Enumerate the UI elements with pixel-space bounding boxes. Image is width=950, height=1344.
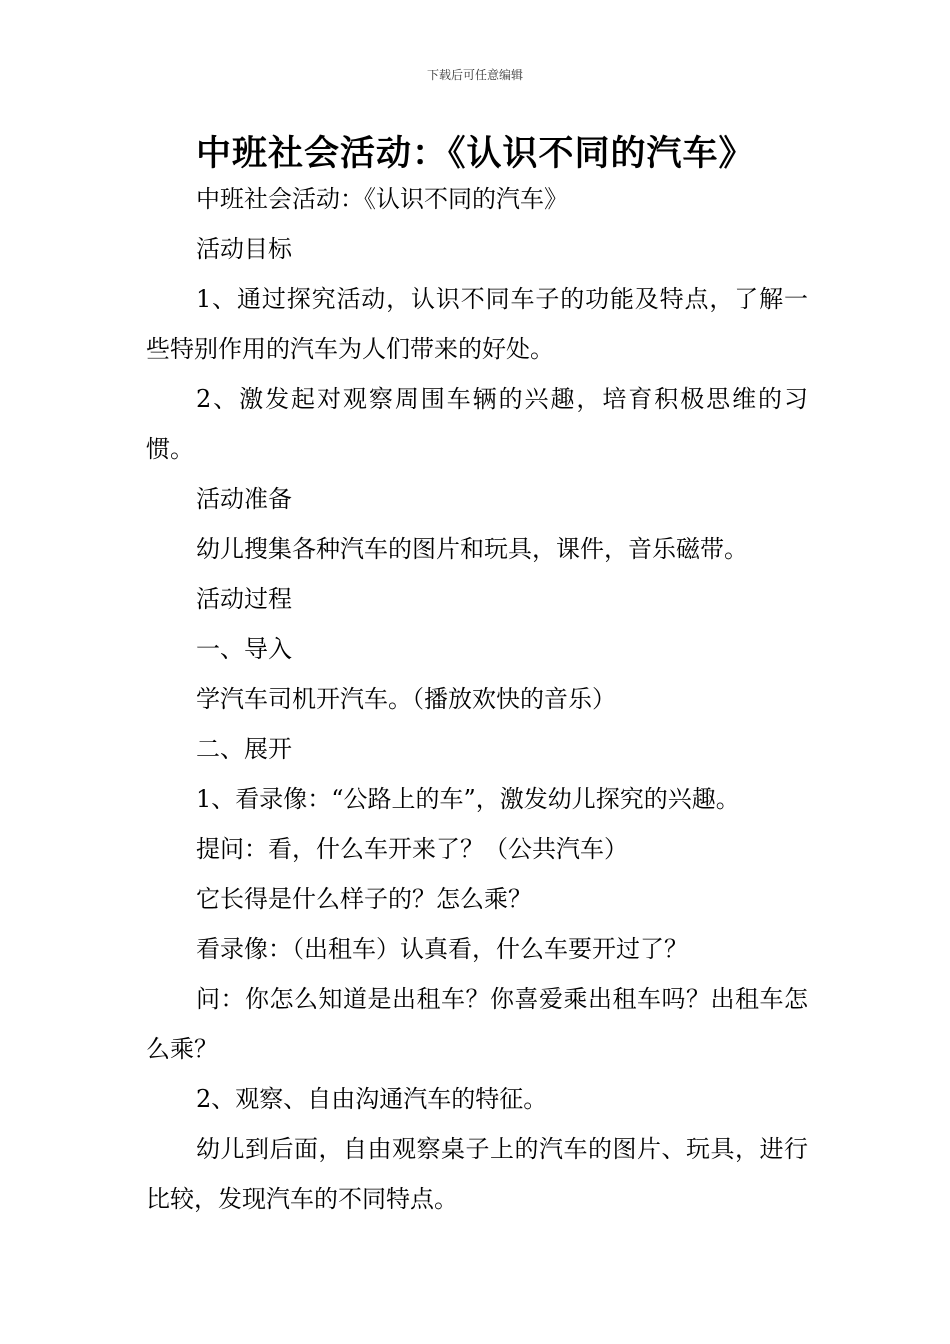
document-body xyxy=(146,174,808,1224)
paragraph-intro: 学汽车司机开汽车。（播放欢快的音乐） xyxy=(196,685,616,713)
paragraph-compare: 幼儿到后面，自由观察桌子上的汽车的图片、玩具，进行比较，发现汽车的不同特点。 xyxy=(146,1135,808,1213)
paragraph-question-look: 它长得是什么样子的？怎么乘？ xyxy=(196,885,532,913)
paragraph-goal-1: 1、通过探究活动，认识不同车子的功能及特点，了解一些特别作用的汽车为人们带来的好处。 xyxy=(146,285,808,363)
paragraph-observe: 2、观察、自由沟通汽车的特征。 xyxy=(196,1085,548,1113)
paragraph-question-bus: 提问：看，什么车开来了？（公共汽车） xyxy=(196,835,628,863)
paragraph-preparation: 幼儿搜集各种汽车的图片和玩具，课件，音乐磁带。 xyxy=(196,535,748,563)
section-heading-process: 活动过程 xyxy=(196,585,292,613)
document-title: 中班社会活动：《认识不同的汽车》 xyxy=(196,134,755,174)
step-heading-develop: 二、展开 xyxy=(196,735,292,763)
paragraph-video-taxi: 看录像：（出租车）认真看，什么车要开过了？ xyxy=(196,935,688,963)
page-header-note: 下载后可任意编辑 xyxy=(426,68,523,82)
step-heading-intro: 一、导入 xyxy=(196,635,292,663)
paragraph-question-taxi: 问：你怎么知道是出租车？你喜爱乘出租车吗？出租车怎么乘？ xyxy=(146,985,808,1063)
paragraph-subtitle: 中班社会活动：《认识不同的汽车》 xyxy=(196,185,568,213)
section-heading-goals: 活动目标 xyxy=(196,235,292,263)
section-heading-preparation: 活动准备 xyxy=(196,485,292,513)
paragraph-video: 1、看录像：“公路上的车”，激发幼儿探究的兴趣。 xyxy=(196,785,740,813)
paragraph-goal-2: 2、激发起对观察周围车辆的兴趣，培育积极思维的习惯。 xyxy=(146,385,808,463)
